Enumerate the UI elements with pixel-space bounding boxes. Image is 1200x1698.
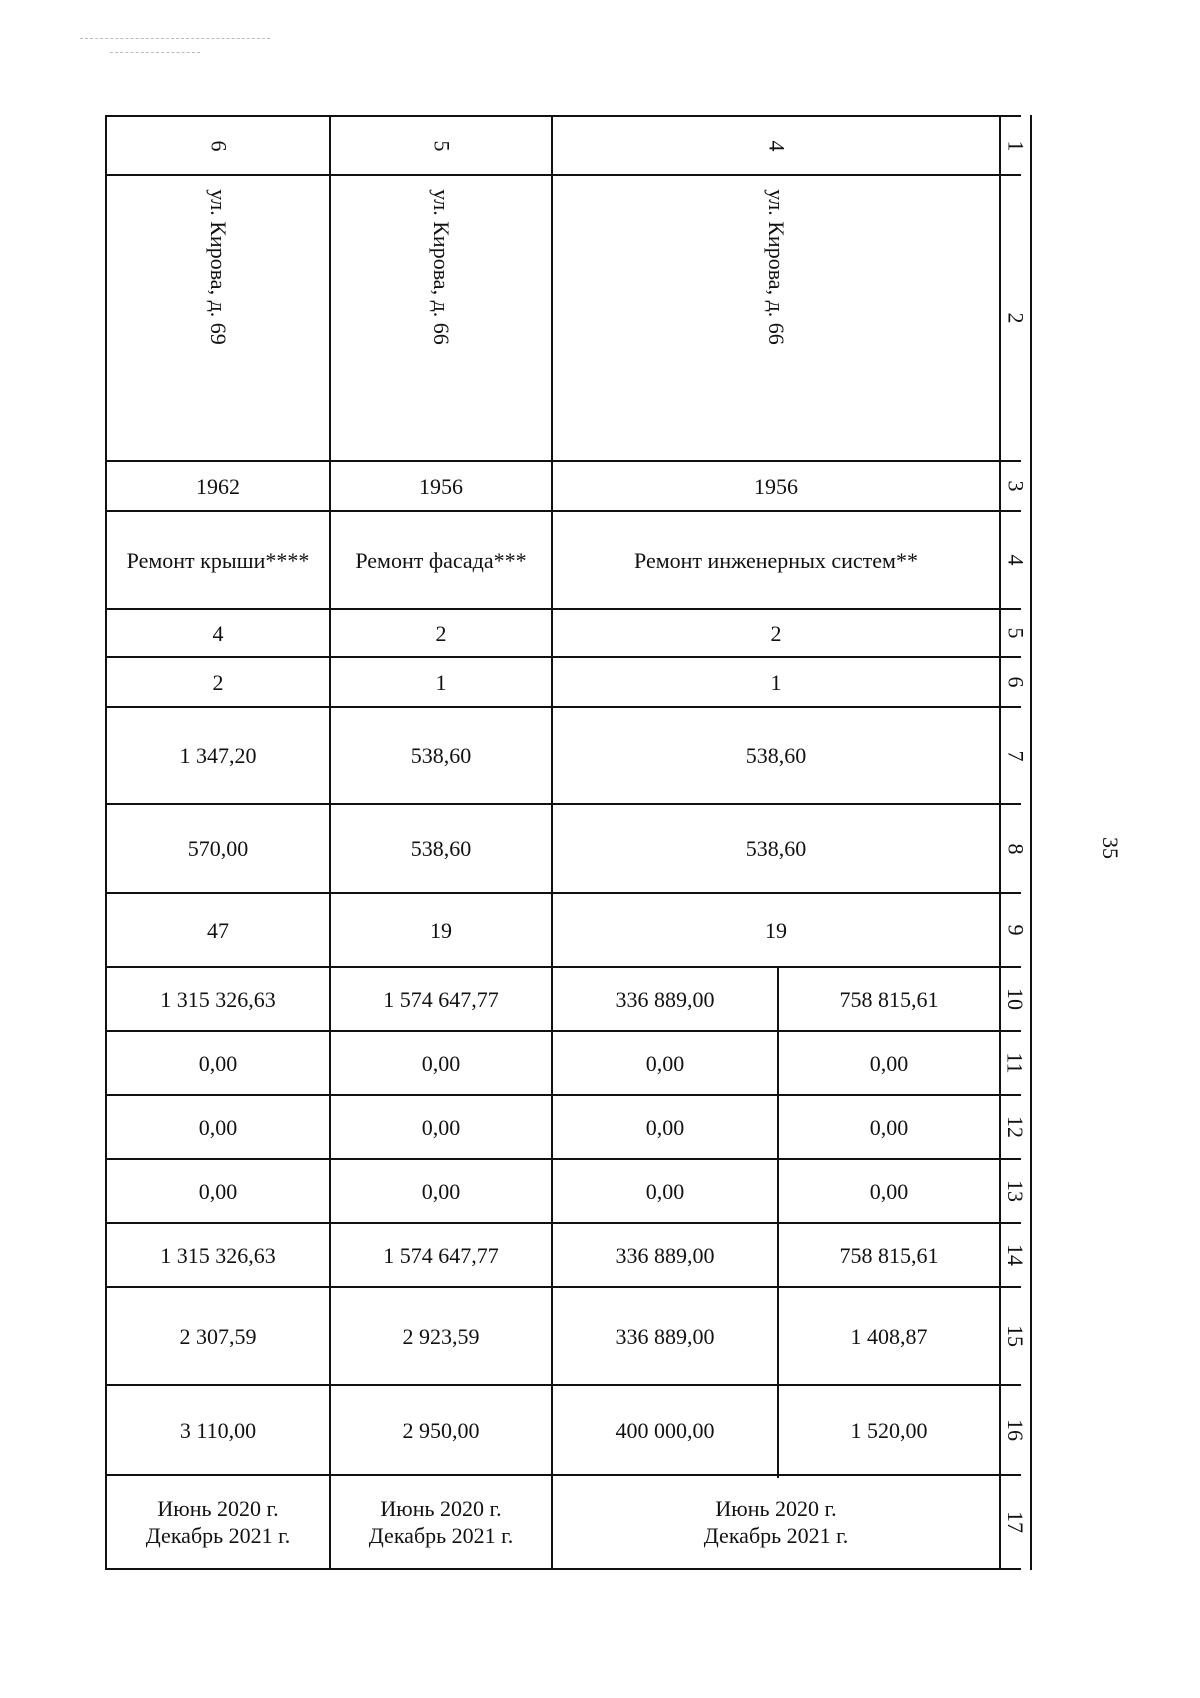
residents: 19: [430, 917, 452, 943]
object-number: 6: [206, 140, 231, 151]
column-number: 14: [1003, 1244, 1028, 1266]
area-total: 538,60: [745, 743, 807, 768]
cost-c12: 0,00: [421, 1114, 461, 1140]
column-number: 15: [1003, 1325, 1028, 1347]
column-number: 5: [1003, 627, 1028, 639]
build-year: 1956: [754, 473, 798, 499]
cost-c12-a: 0,00: [645, 1114, 685, 1140]
column-number: 16: [1003, 1419, 1028, 1441]
work-type: Ремонт фасада***: [355, 547, 527, 573]
entrances: 2: [212, 669, 224, 695]
period-end: Декабрь 2021 г.: [368, 1523, 514, 1548]
cost-c16-b: 1 520,00: [850, 1417, 928, 1443]
column-number: 3: [1003, 480, 1028, 492]
build-year: 1962: [196, 473, 240, 499]
column-number: 17: [1003, 1511, 1028, 1533]
column-number: 7: [1003, 750, 1028, 761]
cost-c15-b: 1 408,87: [850, 1323, 928, 1349]
entrances: 1: [435, 669, 447, 695]
area-living: 538,60: [745, 836, 807, 861]
residents: 19: [765, 917, 787, 943]
period: [553, 1476, 999, 1568]
object-number: 5: [429, 140, 454, 151]
column-number: 1: [1003, 140, 1028, 151]
floors: 2: [435, 620, 447, 646]
cost-c13-b: 0,00: [869, 1178, 909, 1204]
cost-c14-b: 758 815,61: [839, 1242, 939, 1268]
work-type: Ремонт инженерных систем**: [634, 547, 918, 573]
residents: 47: [207, 917, 229, 943]
cost-c15-a: 336 889,00: [615, 1323, 715, 1349]
cost-c13-a: 0,00: [645, 1178, 685, 1204]
column-number: 10: [1003, 988, 1028, 1010]
cost-c16-a: 400 000,00: [615, 1417, 715, 1443]
cost-c10-a: 336 889,00: [615, 986, 715, 1012]
cost-c13: 0,00: [421, 1178, 461, 1204]
period-start: Июнь 2020 г.: [715, 1496, 837, 1521]
period-start: Июнь 2020 г.: [380, 1496, 502, 1521]
work-type: Ремонт крыши****: [126, 547, 310, 573]
cost-c11-a: 0,00: [645, 1050, 685, 1076]
column-number: 6: [1003, 676, 1028, 688]
object-number: 4: [764, 140, 789, 151]
area-living: 570,00: [187, 836, 249, 861]
scan-artifact: [110, 52, 200, 53]
cost-c11: 0,00: [198, 1050, 238, 1076]
cost-c14: 1 574 647,77: [383, 1242, 499, 1268]
floors: 4: [212, 620, 224, 646]
column-number: 13: [1003, 1180, 1028, 1202]
cost-c14: 1 315 326,63: [160, 1242, 276, 1268]
object-address: ул. Кирова, д. 66: [763, 189, 789, 345]
period: [331, 1476, 551, 1568]
period: [107, 1476, 329, 1568]
cost-c13: 0,00: [198, 1178, 238, 1204]
cost-c11: 0,00: [421, 1050, 461, 1076]
column-number: 12: [1003, 1116, 1028, 1138]
cost-c16: 3 110,00: [179, 1417, 257, 1443]
period-end: Декабрь 2021 г.: [145, 1523, 291, 1548]
column-number: 9: [1003, 924, 1028, 936]
column-number: 4: [1003, 554, 1028, 566]
cost-c11-b: 0,00: [869, 1050, 909, 1076]
cost-c10: 1 574 647,77: [383, 986, 499, 1012]
build-year: 1956: [419, 473, 463, 499]
object-address: ул. Кирова, д. 69: [205, 189, 231, 345]
floors: 2: [770, 620, 782, 646]
cost-c10-b: 758 815,61: [839, 986, 939, 1012]
cost-c12-b: 0,00: [869, 1114, 909, 1140]
cost-c15: 2 923,59: [402, 1323, 480, 1349]
object-address: ул. Кирова, д. 66: [428, 189, 454, 345]
area-living: 538,60: [410, 836, 472, 861]
cost-c12: 0,00: [198, 1114, 238, 1140]
area-total: 1 347,20: [179, 743, 257, 768]
column-number: 11: [1003, 1052, 1028, 1074]
area-total: 538,60: [410, 743, 472, 768]
cost-c10: 1 315 326,63: [160, 986, 276, 1012]
cost-c16: 2 950,00: [402, 1417, 480, 1443]
column-number: 8: [1003, 843, 1028, 854]
cost-c14-a: 336 889,00: [615, 1242, 715, 1268]
period-start: Июнь 2020 г.: [157, 1496, 279, 1521]
cost-c15: 2 307,59: [179, 1323, 257, 1349]
period-end: Декабрь 2021 г.: [703, 1523, 849, 1548]
column-number: 2: [1003, 312, 1028, 324]
entrances: 1: [770, 669, 782, 695]
page-number: 35: [1098, 837, 1123, 859]
scan-artifact: [80, 38, 270, 39]
